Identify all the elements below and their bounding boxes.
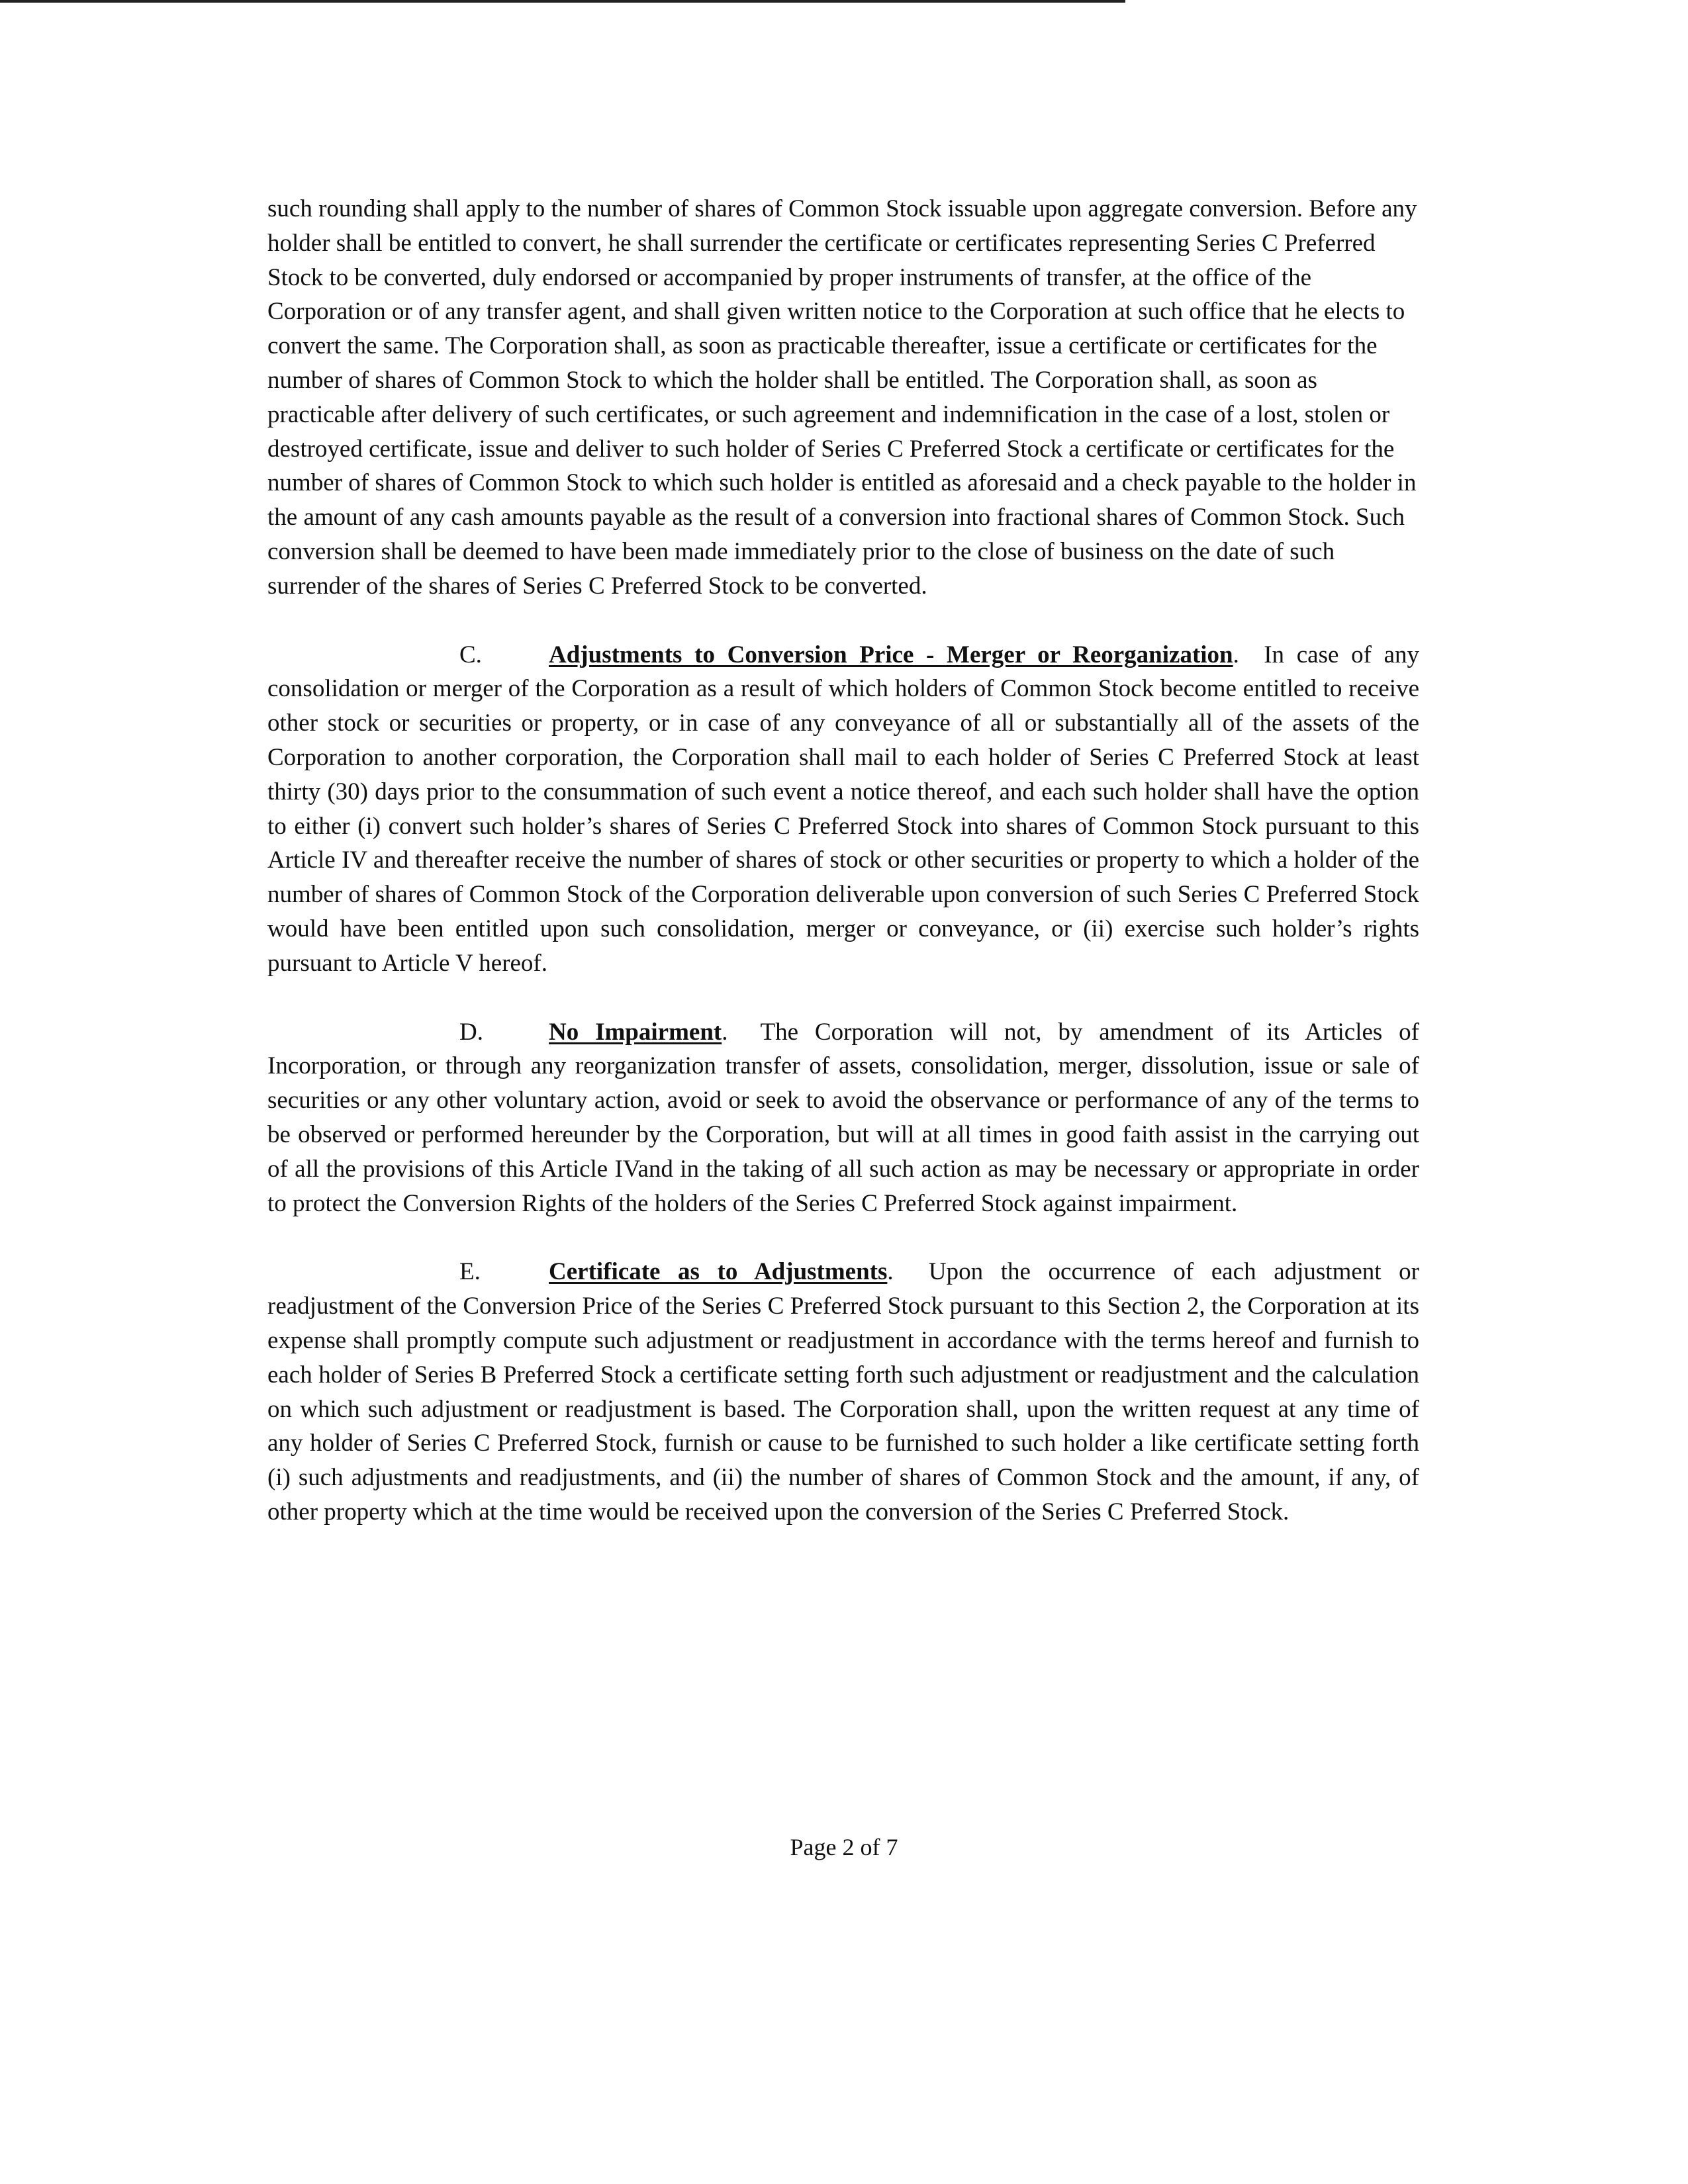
document-body [267,192,1419,1529]
section-c [267,638,1419,981]
section-d-heading: No Impairment [549,1018,722,1046]
section-e-body: Upon the occurrence of each adjustment or readjustment of the Conversion Price of the Series C Preferred Stock pursuant to this Section 2, the Corporation at its expense shall promptly compute such adjustment or readjustment in accordance with the terms hereof and furnish to each holder of Series B Preferred Stock a certificate setting forth such adjustment or readjustment and the calculation on which such adjustment or readjustment is based. The Corporation shall, upon the written request at any time of any holder of Series C Preferred Stock, furnish or cause to be furnished to such holder a like certificate setting forth (i) such adjustments and readjustments, and (ii) the number of shares of Common Stock and the amount, if any, of other property which at the time would be received upon the conversion of the Series C Preferred Stock. [267,1258,1420,1525]
section-e-heading: Certificate as to Adjustments [549,1258,888,1286]
section-d [267,1015,1419,1221]
section-c-body: In case of any consolidation or merger of the Corporation as a result of which holders of Common Stock become entitled to receive other stock or securities or property, or in case of any conveyance of all or substantially all of the assets of the Corporation to another corporation, the Corporation shall mail to each holder of Series C Preferred Stock at least thirty (30) days prior to the consummation of such event a notice thereof, and each such holder shall have the option to either (i) convert such holder’s shares of Series C Preferred Stock into shares of Common Stock pursuant to this Article IV and thereafter receive the number of shares of stock or other securities or property to which a holder of the number of shares of Common Stock of the Corporation deliverable upon conversion of such Series C Preferred Stock would have been entitled upon such consolidation, merger or conveyance, or (ii) exercise such holder’s rights pursuant to Article V hereof. [267,641,1420,977]
section-e [267,1255,1419,1529]
section-e-heading-period: . [887,1258,894,1286]
continuation-paragraph: such rounding shall apply to the number of shares of Common Stock issuable upon aggregate conversion. Before any holder shall be entitled to convert, he shall surrender the certificate or certificates representing Series C Preferred Stock to be converted, duly endorsed or accompanied by proper instruments of transfer, at the office of the Corporation or of any transfer agent, and shall given written notice to the Corporation at such office that he elects to convert the same. The Corporation shall, as soon as practicable thereafter, issue a certificate or certificates for the number of shares of Common Stock to which the holder shall be entitled. The Corporation shall, as soon as practicable after delivery of such certificates, or such agreement and indemnification in the case of a lost, stolen or destroyed certificate, issue and deliver to such holder of Series C Preferred Stock a certificate or certificates for the number of shares of Common Stock to which such holder is entitled as aforesaid and a check payable to the holder in the amount of any cash amounts payable as the result of a conversion into fractional shares of Common Stock. Such conversion shall be deemed to have been made immediately prior to the close of business on the date of such surrender of the shares of Series C Preferred Stock to be converted. [267,195,1417,600]
scan-top-edge [0,0,1125,3]
section-d-letter: D. [459,1018,483,1046]
section-c-heading: Adjustments to Conversion Price - Merger or Reorganization [549,641,1233,668]
section-c-heading-period: . [1233,641,1239,668]
section-e-letter: E. [459,1258,481,1286]
section-d-body: The Corporation will not, by amendment of its Articles of Incorporation, or through any reorganization transfer of assets, consolidation, merger, dissolution, issue or sale of securities or any other voluntary action, avoid or seek to avoid the observance or performance of any of the terms to be observed or performed hereunder by the Corporation, but will at all times in good faith assist in the carrying out of all the provisions of this Article IVand in the taking of all such action as may be necessary or appropriate in order to protect the Conversion Rights of the holders of the Series C Preferred Stock against impairment. [267,1018,1419,1217]
section-d-heading-period: . [722,1018,728,1046]
page-number-footer: Page 2 of 7 [790,1834,898,1860]
section-c-letter: C. [459,641,482,668]
